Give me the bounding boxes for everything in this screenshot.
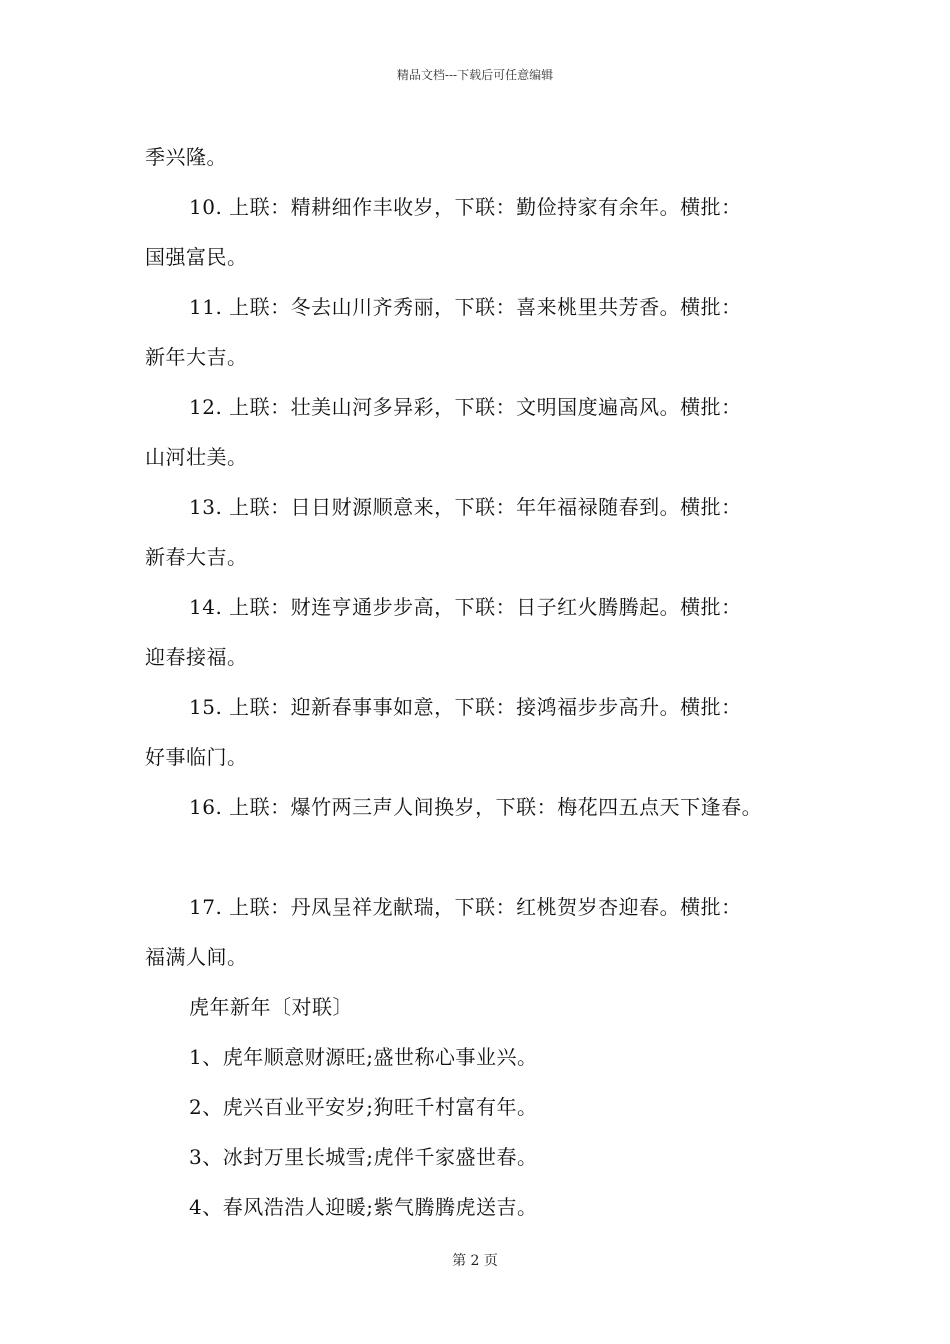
list-item: 2、虎兴百业平安岁;狗旺千村富有年。 [189,1095,538,1119]
list-item: 3、冰封万里长城雪;虎伴千家盛世春。 [189,1145,538,1169]
document-body [145,132,825,1232]
list-item: 1、虎年顺意财源旺;盛世称心事业兴。 [189,1045,538,1069]
page-number: 第 2 页 [452,1253,498,1269]
section-heading: 虎年新年〔对联〕 [189,995,353,1019]
couplet-16: 16. 上联：爆竹两三声人间换岁，下联：梅花四五点天下逢春。 [189,795,763,819]
text-line: 山河壮美。 [145,445,248,469]
text-line: 国强富民。 [145,245,248,269]
couplet-12: 12. 上联：壮美山河多异彩，下联：文明国度遍高风。横批： [189,395,742,419]
couplet-15: 15. 上联：迎新春事事如意，下联：接鸿福步步高升。横批： [189,695,742,719]
text-line: 季兴隆。 [145,145,227,169]
page-header: 精品文档---下载后可任意编辑 [396,68,554,82]
couplet-10: 10. 上联：精耕细作丰收岁，下联：勤俭持家有余年。横批： [189,195,742,219]
couplet-11: 11. 上联：冬去山川齐秀丽，下联：喜来桃里共芳香。横批： [189,295,742,319]
text-line: 福满人间。 [145,945,248,969]
text-line: 新春大吉。 [145,545,248,569]
text-line: 迎春接福。 [145,645,248,669]
couplet-17: 17. 上联：丹凤呈祥龙献瑞，下联：红桃贺岁杏迎春。横批： [189,895,742,919]
list-item: 4、春风浩浩人迎暖;紫气腾腾虎送吉。 [189,1195,538,1219]
text-line: 好事临门。 [145,745,248,769]
couplet-13: 13. 上联：日日财源顺意来，下联：年年福禄随春到。横批： [189,495,742,519]
couplet-14: 14. 上联：财连亨通步步高，下联：日子红火腾腾起。横批： [189,595,742,619]
text-line: 新年大吉。 [145,345,248,369]
blank-line [145,832,825,882]
